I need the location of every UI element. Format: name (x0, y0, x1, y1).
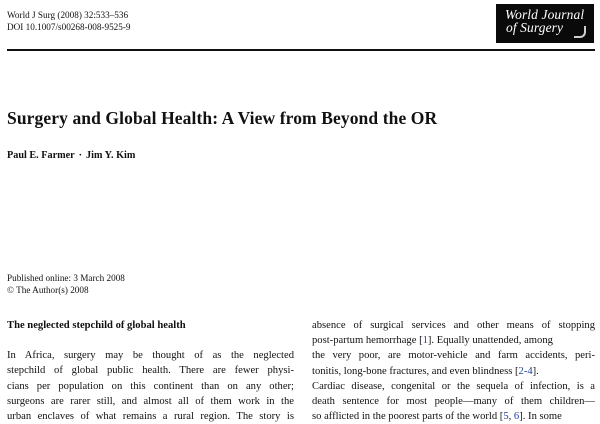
author-separator: · (78, 150, 83, 161)
body-paragraph (7, 348, 294, 424)
author-name[interactable]: Paul E. Farmer (7, 150, 75, 161)
author-list (7, 150, 135, 161)
reference-link[interactable]: 6 (513, 411, 520, 423)
reference-link[interactable]: 2-4 (518, 365, 533, 377)
text-fragment: ]. In some (519, 411, 562, 423)
text-line: urban enclaves of what remains a rural region. The story is (7, 410, 294, 422)
text-fragment: so afflicted in the poorest parts of the world [ (312, 411, 504, 423)
text-fragment: , (508, 411, 514, 423)
logo-swoosh-icon (574, 26, 586, 38)
text-fragment: ]. Equally unattended, among (427, 335, 553, 347)
reference-link[interactable]: 5 (503, 411, 509, 423)
journal-citation: World J Surg (2008) 32:533–536 (7, 10, 129, 20)
doi[interactable]: DOI 10.1007/s00268-008-9525-9 (7, 22, 131, 32)
copyright: © The Author(s) 2008 (7, 284, 89, 295)
text-line (312, 364, 595, 379)
text-line: death sentence for most people—many of them children— (312, 395, 595, 407)
text-fragment: ]. (532, 365, 539, 377)
text-fragment: post-partum hemorrhage [ (312, 335, 423, 347)
logo-line-2: of Surgery (506, 20, 564, 35)
text-line (312, 409, 595, 424)
publication-info (7, 273, 125, 296)
section-heading: The neglected stepchild of global health (7, 320, 186, 331)
text-line: In Africa, surgery may be thought of as the neglected (7, 350, 294, 362)
right-column (312, 318, 595, 424)
text-line: stepchild of global public health. There are fewer physi- (7, 365, 294, 377)
author-name[interactable]: Jim Y. Kim (86, 150, 136, 161)
journal-logo (496, 4, 594, 43)
text-line: surgeons are rarer still, and almost all of them work in the (7, 395, 294, 407)
article-title: Surgery and Global Health: A View from Beyond the OR (7, 108, 438, 128)
header-rule (7, 49, 595, 51)
text-line: the very poor, are motor-vehicle and farm accidents, peri- (312, 350, 595, 362)
text-line: absence of surgical services and other means of stopping (312, 320, 595, 331)
text-line (312, 333, 595, 348)
published-date: Published online: 3 March 2008 (7, 273, 125, 283)
text-fragment: tonitis, long-bone fractures, and even blindness [ (312, 365, 519, 377)
journal-citation-block (7, 9, 131, 33)
text-line: Cardiac disease, congenital or the sequela of infection, is a (312, 380, 595, 392)
text-line: cians per population on this continent than on any other; (7, 380, 294, 392)
body-paragraph (312, 318, 595, 424)
left-column (7, 318, 294, 424)
reference-link[interactable]: 1 (422, 335, 428, 347)
logo-line-1: World Journal (505, 7, 585, 22)
